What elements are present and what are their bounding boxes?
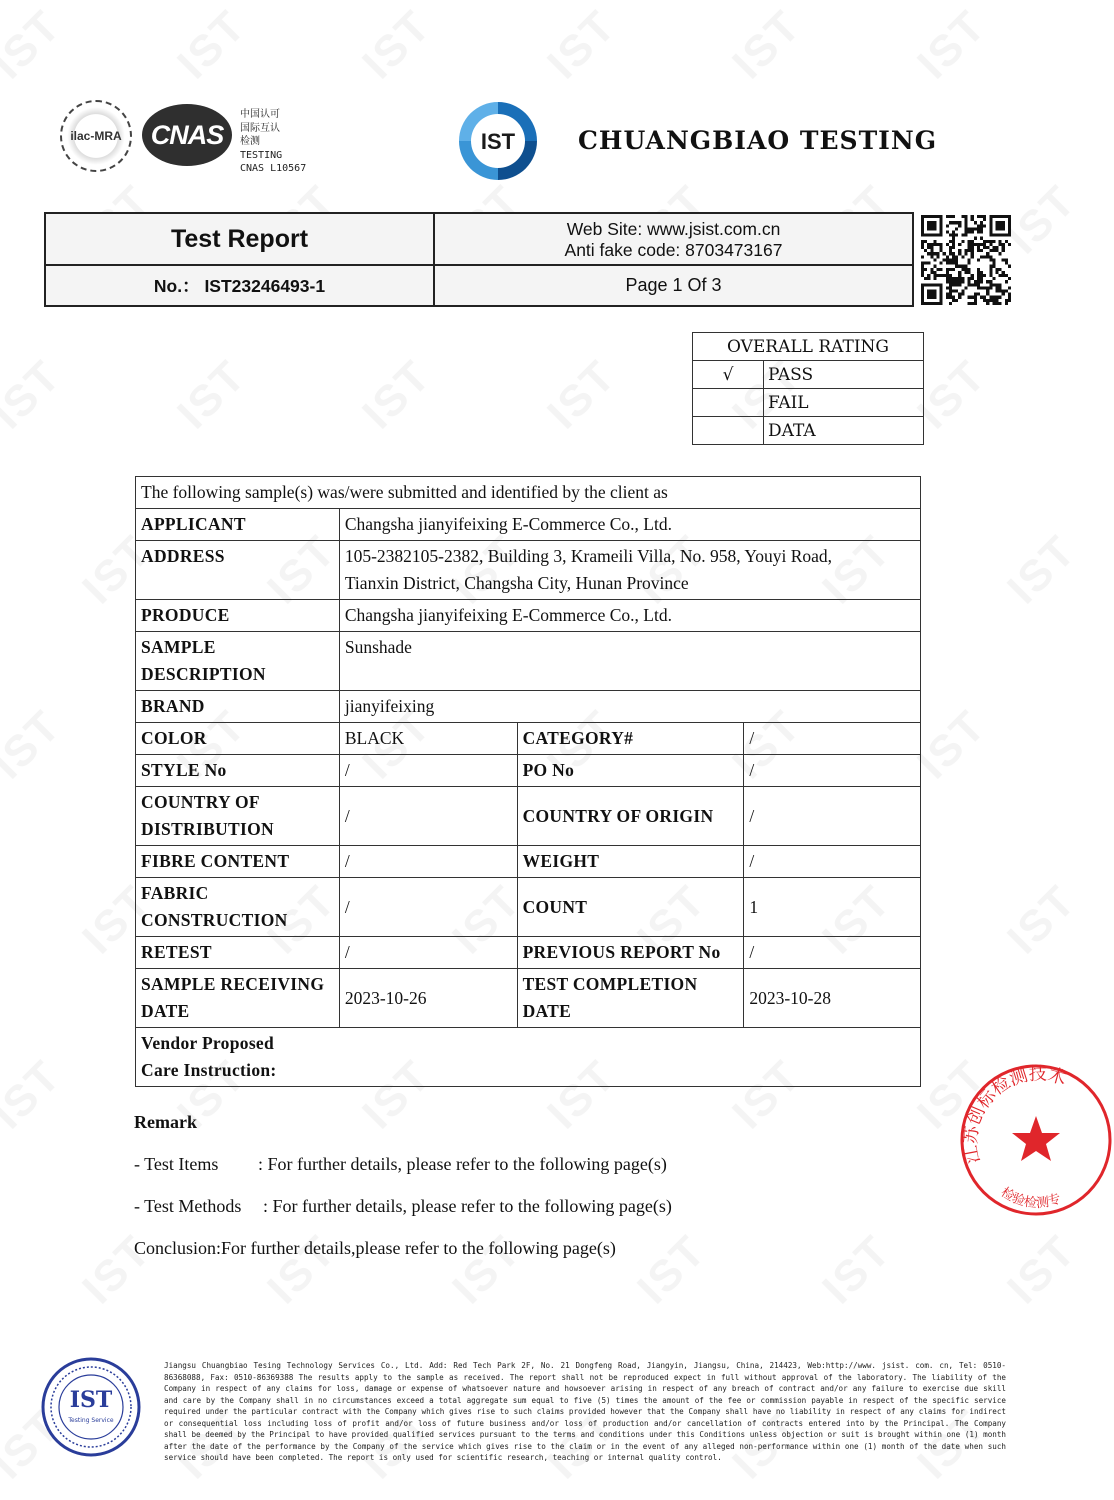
fabric-value: / xyxy=(339,878,517,937)
retest-value: / xyxy=(339,937,517,969)
remark-test-methods-label: - Test Methods xyxy=(134,1196,242,1216)
weight-label: WEIGHT xyxy=(517,846,744,878)
svg-text:江苏创标检测技术: 江苏创标检测技术 xyxy=(960,1063,1069,1166)
watermark-text xyxy=(0,351,71,439)
remark-title: Remark xyxy=(134,1112,197,1132)
footer-legal-text: Jiangsu Chuangbiao Tesing Technology Services Co., Ltd. Add: Red Tech Park 2F, No. 21 Dongfeng Road, Jiangyin, Jiangsu, China, 214423, Web:http://www. jsist. com. cn, Tel: 0510-86368088, Fax: 0510-86369388 The results apply to the sample as received. The report shall not be reproduced expect in full without approval of the laboratory. The liability of the Company in respect of any claims for loss, damage or expense of whatsoever nature and howsoever arising in respect of any breach of contract and/or any failure to exercise due skill and care by the Company shall in no circumstances exceed a total aggregate sum equal to five (5) times the amount of the fee or commission payable in respect of the specific service required under the particular contract with the Company which gives rise to such claims provided however that the Company shall have no liability in respect of any claims for indirect or consequential loss including loss of profit and/or loss of future business and/or loss of production and/or cancellation of contracts entered into by the Principal. The Company shall be deemed by the Principal to have provided qualified services pursuant to the terms and conditions under this Conditions unless objection or suit is brought within one (1) month after the date of the performance by the Company of the service which gives rise to the claim or in the event of any alleged non-performance within one (1) month of the date when such service should have been completed. The report is only used for scientific research, teaching or internal quality control. xyxy=(164,1361,1006,1462)
applicant-label: APPLICANT xyxy=(136,509,340,541)
color-value: BLACK xyxy=(339,723,517,755)
receiving-date-label: SAMPLE RECEIVING DATE xyxy=(136,969,340,1028)
watermark-text xyxy=(353,351,441,439)
fabric-label: FABRIC CONSTRUCTION xyxy=(136,878,340,937)
svg-text:检验检测专: 检验检测专 xyxy=(997,1184,1064,1212)
sample-description-value: Sunshade xyxy=(339,632,920,691)
report-web-info xyxy=(435,216,912,264)
origin-value: / xyxy=(744,787,921,846)
fibre-label: FIBRE CONTENT xyxy=(136,846,340,878)
ilac-mra-logo: ilac-MRA xyxy=(60,100,132,172)
watermark-text xyxy=(0,701,71,789)
distribution-value: / xyxy=(339,787,517,846)
cnas-logo: CNAS xyxy=(142,104,232,166)
brand-value: jianyifeixing xyxy=(339,691,920,723)
qr-code[interactable] xyxy=(921,215,1011,305)
rating-fail: FAIL xyxy=(764,389,924,417)
page-number: Page 1 Of 3 xyxy=(625,275,722,295)
watermark-text xyxy=(908,1,996,89)
pass-checkmark: √ xyxy=(693,361,764,389)
count-label: COUNT xyxy=(517,878,744,937)
svg-text:Testing Service: Testing Service xyxy=(68,1417,114,1424)
website-text: Web Site: www.jsist.com.cn xyxy=(566,219,781,239)
rating-data: DATA xyxy=(764,417,924,445)
ist-logo xyxy=(455,98,541,184)
star-icon xyxy=(1012,1116,1060,1161)
fibre-value: / xyxy=(339,846,517,878)
rating-pass: PASS xyxy=(764,361,924,389)
sample-description-label: SAMPLE DESCRIPTION xyxy=(136,632,340,691)
completion-date-label: TEST COMPLETION DATE xyxy=(517,969,744,1028)
company-stamp xyxy=(958,1062,1114,1218)
completion-date-value: 2023-10-28 xyxy=(744,969,921,1028)
svg-text:IST: IST xyxy=(480,129,516,154)
retest-label: RETEST xyxy=(136,937,340,969)
watermark-text xyxy=(998,876,1086,964)
watermark-text xyxy=(538,1,626,89)
po-value: / xyxy=(744,755,921,787)
watermark-text xyxy=(538,351,626,439)
ist-seal-icon xyxy=(40,1356,142,1458)
watermark-text xyxy=(908,701,996,789)
watermark-text xyxy=(0,1051,71,1139)
report-number: No.： IST23246493-1 xyxy=(153,276,326,296)
report-header-box xyxy=(44,212,914,307)
remark-test-items-label: - Test Items xyxy=(134,1154,219,1174)
watermark-text xyxy=(353,1,441,89)
remark-test-items-text: : For further details, please refer to the following page(s) xyxy=(258,1154,667,1174)
cnas-accreditation-text: 中国认可 国际互认 检测 TESTING CNAS L10567 xyxy=(240,109,307,174)
watermark-text xyxy=(813,1226,901,1314)
watermark-text xyxy=(168,1,256,89)
origin-label: COUNTRY OF ORIGIN xyxy=(517,787,744,846)
report-title: Test Report xyxy=(170,224,309,253)
style-label: STYLE No xyxy=(136,755,340,787)
watermark-text xyxy=(0,1,71,89)
category-label: CATEGORY# xyxy=(517,723,744,755)
conclusion-text: Conclusion:For further details,please refer to the following page(s) xyxy=(134,1238,616,1258)
care-instruction-label: Vendor Proposed Care Instruction: xyxy=(136,1028,921,1087)
produce-label: PRODUCE xyxy=(136,600,340,632)
count-value: 1 xyxy=(744,878,921,937)
previous-report-value: / xyxy=(744,937,921,969)
po-label: PO No xyxy=(517,755,744,787)
watermark-text xyxy=(168,351,256,439)
address-value: 105-2382105-2382, Building 3, Krameili Villa, No. 958, Youyi Road, Tianxin District, Changsha City, Hunan Province xyxy=(339,541,920,600)
receiving-date-value: 2023-10-26 xyxy=(339,969,517,1028)
produce-value: Changsha jianyifeixing E-Commerce Co., Ltd. xyxy=(339,600,920,632)
address-label: ADDRESS xyxy=(136,541,340,600)
style-value: / xyxy=(339,755,517,787)
overall-rating-table xyxy=(692,332,924,445)
applicant-value: Changsha jianyifeixing E-Commerce Co., Ltd. xyxy=(339,509,920,541)
company-name: CHUANGBIAO TESTING xyxy=(578,126,938,155)
sample-info-table xyxy=(135,476,921,1087)
sample-intro: The following sample(s) was/were submitted and identified by the client as xyxy=(136,477,921,509)
watermark-text xyxy=(998,1226,1086,1314)
watermark-text xyxy=(628,1226,716,1314)
category-value: / xyxy=(744,723,921,755)
remark-test-methods-text: : For further details, please refer to the following page(s) xyxy=(263,1196,672,1216)
anti-fake-code: Anti fake code: 8703473167 xyxy=(564,240,783,260)
previous-report-label: PREVIOUS REPORT No xyxy=(517,937,744,969)
color-label: COLOR xyxy=(136,723,340,755)
watermark-text xyxy=(998,176,1086,264)
weight-value: / xyxy=(744,846,921,878)
overall-rating-title: OVERALL RATING xyxy=(693,333,924,361)
watermark-text xyxy=(723,1,811,89)
svg-text:IST: IST xyxy=(69,1387,113,1413)
distribution-label: COUNTRY OF DISTRIBUTION xyxy=(136,787,340,846)
brand-label: BRAND xyxy=(136,691,340,723)
watermark-text xyxy=(998,526,1086,614)
